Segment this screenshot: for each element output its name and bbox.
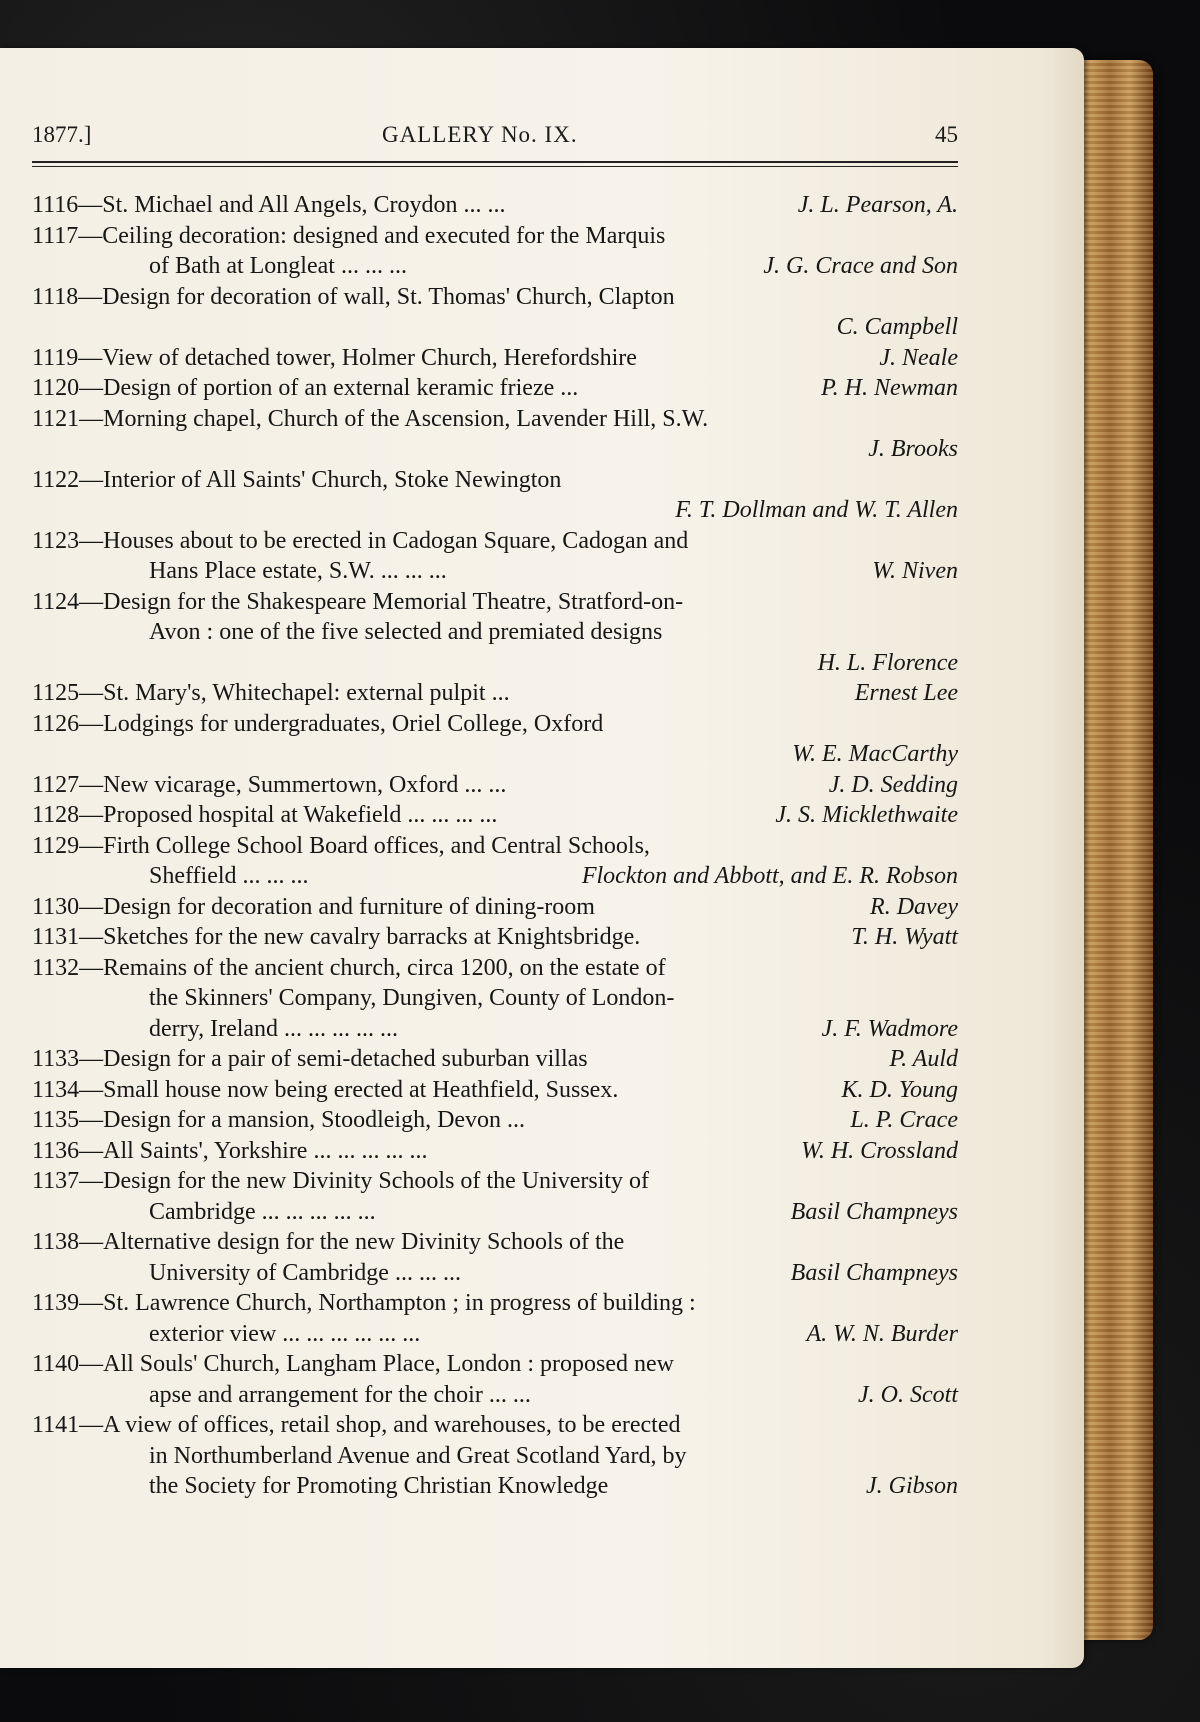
entry-text: Cambridge ... ... ... ... ...	[149, 1198, 376, 1225]
entry-line	[32, 312, 958, 343]
entry-artist: F. T. Dollman and W. T. Allen	[675, 497, 958, 523]
entry-artist: P. Auld	[889, 1046, 958, 1072]
entry-line	[32, 1319, 958, 1350]
catalogue-entry	[32, 922, 958, 953]
entry-artist: J. L. Pearson, A.	[797, 192, 958, 218]
entry-text: apse and arrangement for the choir ... ...	[149, 1381, 531, 1408]
entry-text: 1134—Small house now being erected at Heathfield, Sussex.	[32, 1076, 619, 1103]
entry-line	[32, 617, 958, 648]
catalogue-entry	[32, 1349, 958, 1410]
entry-artist: A. W. N. Burder	[806, 1320, 958, 1347]
entry-line	[32, 465, 958, 496]
entry-line	[32, 343, 958, 374]
entry-line	[32, 495, 958, 526]
entry-line	[32, 1014, 958, 1045]
entry-artist: J. Neale	[879, 344, 958, 371]
entry-text: 1139—St. Lawrence Church, Northampton ; in progress of building :	[32, 1290, 696, 1316]
entry-artist: J. G. Crace and Son	[763, 253, 958, 279]
entry-artist: J. O. Scott	[858, 1381, 958, 1408]
entry-text: 1138—Alternative design for the new Divinity Schools of the	[32, 1229, 625, 1255]
catalogue-entry	[32, 221, 958, 282]
entry-line	[32, 1441, 958, 1472]
catalogue-entry	[32, 1410, 958, 1502]
entry-text: 1125—St. Mary's, Whitechapel: external pulpit ...	[32, 680, 510, 706]
entry-artist: Flockton and Abbott, and E. R. Robson	[581, 863, 958, 889]
entry-text: 1120—Design of portion of an external keramic frieze ...	[32, 375, 579, 401]
entry-artist: Basil Champneys	[790, 1198, 958, 1225]
entry-line	[32, 1075, 958, 1106]
entry-line	[32, 1410, 958, 1441]
catalogue-entry	[32, 465, 958, 526]
entry-text: 1141—A view of offices, retail shop, and warehouses, to be erected	[32, 1412, 681, 1438]
entry-artist: L. P. Crace	[850, 1107, 958, 1133]
entry-text: 1124—Design for the Shakespeare Memorial Theatre, Stratford-on-	[32, 588, 684, 615]
catalogue-entry	[32, 1288, 958, 1349]
entry-artist: J. Brooks	[868, 436, 958, 462]
entry-line	[32, 587, 958, 618]
entry-text: in Northumberland Avenue and Great Scotland Yard, by	[149, 1442, 687, 1469]
catalogue-entry	[32, 404, 958, 465]
entry-text: 1122—Interior of All Saints' Church, Stoke Newington	[32, 466, 562, 493]
catalogue-entry	[32, 709, 958, 770]
entry-artist: H. L. Florence	[817, 649, 958, 676]
catalogue-entry	[32, 1105, 958, 1136]
book-page-edges	[1075, 60, 1153, 1640]
entry-text: 1117—Ceiling decoration: designed and executed for the Marquis	[32, 222, 666, 249]
entry-line	[32, 739, 958, 770]
catalogue-entry	[32, 1075, 958, 1106]
entry-artist: J. F. Wadmore	[821, 1015, 958, 1042]
entry-artist: J. S. Micklethwaite	[775, 802, 958, 828]
entry-text: 1130—Design for decoration and furniture of dining-room	[32, 893, 595, 920]
entry-line	[32, 556, 958, 587]
entry-text: 1137—Design for the new Divinity Schools of the University of	[32, 1168, 650, 1194]
entry-text: 1121—Morning chapel, Church of the Ascension, Lavender Hill, S.W.	[32, 405, 709, 432]
entry-text: 1118—Design for decoration of wall, St. Thomas' Church, Clapton	[32, 283, 675, 310]
catalogue-entry	[32, 800, 958, 831]
entry-text: of Bath at Longleat ... ... ...	[149, 253, 407, 279]
entry-text: the Skinners' Company, Dungiven, County of London-	[149, 985, 675, 1011]
entry-line	[32, 831, 958, 862]
catalogue-entry	[32, 1227, 958, 1288]
entry-line	[32, 892, 958, 923]
catalogue-entry	[32, 343, 958, 374]
entry-text: Hans Place estate, S.W. ... ... ...	[149, 558, 447, 584]
entry-artist: P. H. Newman	[821, 375, 958, 401]
header-year: 1877.]	[32, 122, 92, 147]
entry-text: 1116—St. Michael and All Angels, Croydon ... ...	[32, 192, 506, 218]
entry-line	[32, 922, 958, 953]
entry-line	[32, 1471, 958, 1502]
entry-line	[32, 1288, 958, 1319]
entry-line	[32, 526, 958, 557]
entry-artist: R. Davey	[870, 893, 958, 920]
entry-text: 1133—Design for a pair of semi-detached suburban villas	[32, 1046, 588, 1072]
entry-line	[32, 1166, 958, 1197]
entry-line	[32, 861, 958, 892]
entry-line	[32, 648, 958, 679]
catalogue-entries	[32, 190, 958, 1502]
catalogue-entry	[32, 892, 958, 923]
entry-line	[32, 1258, 958, 1289]
entry-line	[32, 800, 958, 831]
header-title: GALLERY No. IX.	[382, 122, 578, 147]
entry-text: 1119—View of detached tower, Holmer Church, Herefordshire	[32, 344, 637, 371]
entry-line	[32, 221, 958, 252]
entry-artist: W. H. Crossland	[801, 1137, 958, 1164]
entry-artist: W. E. MacCarthy	[792, 741, 958, 767]
running-header	[32, 122, 958, 154]
entry-text: 1126—Lodgings for undergraduates, Oriel College, Oxford	[32, 710, 604, 737]
header-rule	[32, 161, 958, 167]
entry-line	[32, 404, 958, 435]
entry-text: University of Cambridge ... ... ...	[149, 1259, 461, 1286]
entry-line	[32, 373, 958, 404]
catalogue-entry	[32, 526, 958, 587]
catalogue-entry	[32, 373, 958, 404]
entry-line	[32, 1380, 958, 1411]
entry-text: Sheffield ... ... ...	[149, 863, 309, 889]
page-number: 45	[935, 122, 958, 147]
entry-artist: W. Niven	[872, 558, 958, 584]
entry-line	[32, 709, 958, 740]
entry-artist: K. D. Young	[841, 1076, 958, 1103]
entry-text: the Society for Promoting Christian Knowledge	[149, 1473, 609, 1499]
entry-text: 1132—Remains of the ancient church, circa 1200, on the estate of	[32, 954, 666, 981]
catalogue-entry	[32, 1136, 958, 1167]
entry-artist: J. Gibson	[866, 1473, 958, 1499]
entry-text: 1135—Design for a mansion, Stoodleigh, Devon ...	[32, 1107, 526, 1133]
catalogue-entry	[32, 953, 958, 1045]
entry-text: 1129—Firth College School Board offices, and Central Schools,	[32, 832, 650, 859]
entry-text: 1127—New vicarage, Summertown, Oxford ... ...	[32, 771, 507, 798]
entry-artist: Ernest Lee	[854, 680, 958, 706]
entry-artist: Basil Champneys	[790, 1259, 958, 1286]
entry-line	[32, 1044, 958, 1075]
catalogue-entry	[32, 282, 958, 343]
entry-text: 1128—Proposed hospital at Wakefield ... ... ... ...	[32, 802, 498, 828]
entry-line	[32, 251, 958, 282]
entry-line	[32, 1349, 958, 1380]
entry-line	[32, 1227, 958, 1258]
entry-artist: T. H. Wyatt	[851, 924, 958, 950]
entry-line	[32, 1197, 958, 1228]
entry-text: Avon : one of the five selected and premiated designs	[149, 619, 663, 645]
entry-artist: J. D. Sedding	[828, 771, 958, 798]
catalogue-entry	[32, 678, 958, 709]
entry-text: 1131—Sketches for the new cavalry barracks at Knightsbridge.	[32, 924, 641, 950]
catalogue-entry	[32, 770, 958, 801]
entry-line	[32, 678, 958, 709]
entry-text: 1140—All Souls' Church, Langham Place, London : proposed new	[32, 1351, 675, 1377]
entry-text: 1136—All Saints', Yorkshire ... ... ... ... ...	[32, 1137, 428, 1164]
entry-line	[32, 983, 958, 1014]
entry-text: 1123—Houses about to be erected in Cadogan Square, Cadogan and	[32, 527, 689, 554]
entry-line	[32, 282, 958, 313]
entry-text: derry, Ireland ... ... ... ... ...	[149, 1015, 399, 1042]
entry-line	[32, 953, 958, 984]
entry-line	[32, 1105, 958, 1136]
catalogue-entry	[32, 1166, 958, 1227]
catalogue-entry	[32, 831, 958, 892]
catalogue-entry	[32, 190, 958, 221]
entry-text: exterior view ... ... ... ... ... ...	[149, 1320, 421, 1347]
entry-line	[32, 434, 958, 465]
catalogue-entry	[32, 587, 958, 679]
entry-line	[32, 190, 958, 221]
entry-line	[32, 1136, 958, 1167]
entry-line	[32, 770, 958, 801]
entry-artist: C. Campbell	[836, 314, 958, 340]
catalogue-entry	[32, 1044, 958, 1075]
